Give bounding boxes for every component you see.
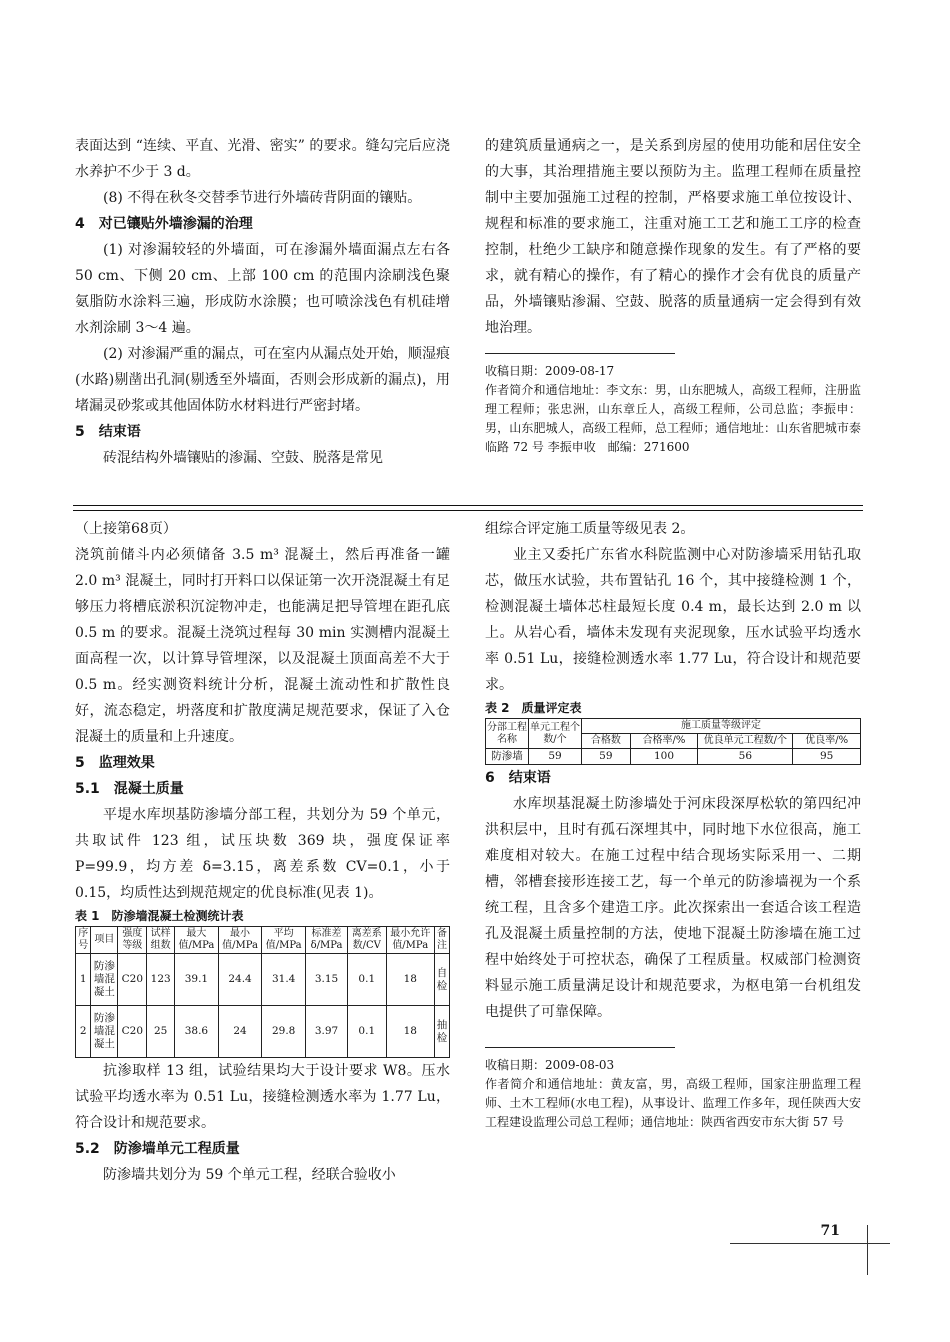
page-number: 71: [820, 1223, 840, 1239]
th-groups: 试样组数: [147, 927, 175, 954]
table-cell: 24: [218, 1006, 262, 1058]
top-right-column: [485, 133, 861, 457]
paragraph: (1) 对渗漏较轻的外墙面，可在渗漏外墙面漏点左右各 50 cm、下侧 20 cm、上部 100 cm 的范围内涂刷浅色聚氨脂防水涂料三遍，形成防水涂膜；也可喷涂浅色有机硅增水剂涂刷 3～4 遍。: [75, 242, 450, 336]
th-pass-count: 合格数: [582, 734, 631, 749]
section-heading: 5 结束语: [75, 424, 141, 440]
table-header-row: [76, 927, 450, 954]
continued-note: （上接第68页）: [75, 521, 177, 537]
paragraph: 业主又委托广东省水科院监测中心对防渗墙采用钻孔取芯，做压水试验，共布置钻孔 16 个，其中接缝检测 1 个，检测混凝土墙体芯柱最短长度 0.4 m，最长达到 2.0 m 以上。从岩心看，墙体未发现有夹泥现象，压水试验平均透水率 0.51 Lu，接缝检测透水率 1.77 Lu，符合设计和规范要求。: [485, 547, 861, 693]
table-cell: 59: [529, 749, 582, 765]
paragraph: 的建筑质量通病之一，是关系到房屋的使用功能和居住安全的大事，其治理措施主要以预防为主。监理工程师在质量控制中主要加强施工过程的控制，严格要求施工单位按设计、规程和标准的要求施工，注重对施工工艺和施工工序的检查控制，杜绝少工缺序和随意操作现象的发生。有了严格的要求，就有精心的操作，有了精心的操作才会有优良的质量产品，外墙镶贴渗漏、空鼓、脱落的质量通病一定会得到有效地治理。: [485, 138, 861, 336]
table-cell: 18: [386, 954, 435, 1006]
table-caption: 表 2 质量评定表: [485, 701, 582, 715]
section-heading: 4 对已镶贴外墙渗漏的治理: [75, 216, 253, 232]
table-cell: 59: [582, 749, 631, 765]
th-name: 分部工程名称: [486, 719, 529, 749]
author-info: 作者简介和通信地址：李文东：男，山东肥城人，高级工程师，注册监理工程师；张忠洲，山东章丘人，高级工程师，公司总监；李振申：男，山东肥城人，高级工程师，总工程师；通信地址：山东省肥城市泰临路 72 号 李振申收 邮编：271600: [485, 383, 861, 454]
table-header-row: [486, 719, 861, 734]
table-cell: 0.1: [348, 1006, 386, 1058]
table-cell: 0.1: [348, 954, 386, 1006]
bottom-left-column: [75, 516, 450, 1188]
th-min-allow: 最小允许值/MPa: [386, 927, 435, 954]
table-cell: 2: [76, 1006, 91, 1058]
table-cell: 56: [698, 749, 793, 765]
table-1: [75, 926, 450, 1058]
table-2: [485, 718, 861, 765]
th-cv: 离差系数/CV: [348, 927, 386, 954]
table-cell: 29.8: [262, 1006, 306, 1058]
crop-mark: [867, 1225, 868, 1275]
page-number-rule: [730, 1243, 890, 1244]
subsection-heading: 5.2 防渗墙单元工程质量: [75, 1141, 240, 1157]
paragraph: 表面达到 “连续、平直、光滑、密实” 的要求。缝勾完后应浇水养护不少于 3 d。: [75, 138, 450, 180]
table-row: [486, 749, 861, 765]
table-cell: 100: [630, 749, 698, 765]
top-left-column: [75, 133, 450, 471]
table-cell: 31.4: [262, 954, 306, 1006]
footnote-rule: [485, 353, 675, 354]
th-note: 备注: [435, 927, 450, 954]
table-cell: 3.15: [306, 954, 348, 1006]
table-cell: 3.97: [306, 1006, 348, 1058]
table-cell: 防渗墙混凝土: [91, 954, 118, 1006]
paragraph: 水库坝基混凝土防渗墙处于河床段深厚松软的第四纪冲洪积层中，且时有孤石深埋其中，同时地下水位很高，施工难度相对较大。在施工过程中结合现场实际采用一、二期槽，邻槽套接形连接工艺，每一个单元的防渗墙视为一个系统工程，且含多个建造工序。此次探索出一套适合该工程造孔及混凝土质量控制的方法，使地下混凝土防渗墙在施工过程中始终处于可控状态，确保了工程质量。权威部门检测资料显示施工质量满足设计和规范要求，为枢电第一台机组发电提供了可靠保障。: [485, 796, 861, 1020]
th-excellent-rate: 优良率/%: [793, 734, 861, 749]
table-cell: 防渗墙: [486, 749, 529, 765]
subsection-heading: 5.1 混凝土质量: [75, 781, 184, 797]
th-group: 施工质量等级评定: [582, 719, 861, 734]
author-info: 作者简介和通信地址：黄友富，男，高级工程师，国家注册监理工程师、土木工程师(水电工程)，从事设计、监理工作多年，现任陕西大安工程建设监理公司总工程师；通信地址：陕西省西安市东大街 57 号: [485, 1077, 861, 1129]
table-cell: 24.4: [218, 954, 262, 1006]
th-units: 单元工程个数/个: [529, 719, 582, 749]
table-cell: 38.6: [175, 1006, 219, 1058]
th-min: 最小值/MPa: [218, 927, 262, 954]
th-pass-rate: 合格率/%: [630, 734, 698, 749]
table-cell: 95: [793, 749, 861, 765]
table-cell: 抽检: [435, 1006, 450, 1058]
table-row: [76, 954, 450, 1006]
th-grade: 强度等级: [118, 927, 147, 954]
section-heading: 5 监理效果: [75, 755, 155, 771]
th-item: 项目: [91, 927, 118, 954]
paragraph: (2) 对渗漏严重的漏点，可在室内从漏点处开始，顺湿痕(水路)剔凿出孔洞(剔透至外墙面，否则会形成新的漏点)，用堵漏灵砂浆或其他固体防水材料进行严密封堵。: [75, 346, 450, 414]
paragraph: 防渗墙共划分为 59 个单元工程，经联合验收小: [103, 1167, 396, 1183]
footnote-rule: [485, 1047, 675, 1048]
article-separator: [73, 505, 863, 506]
th-max: 最大值/MPa: [175, 927, 219, 954]
table-cell: 123: [147, 954, 175, 1006]
th-seq: 序号: [76, 927, 91, 954]
table-cell: C20: [118, 954, 147, 1006]
table-cell: 25: [147, 1006, 175, 1058]
paragraph: 平堤水库坝基防渗墙分部工程，共划分为 59 个单元，共取试件 123 组，试压块数 369 块，强度保证率 P=99.9，均方差 δ=3.15，离差系数 CV=0.1，小于 0.15，均质性达到规范规定的优良标准(见表 1)。: [75, 807, 450, 901]
table-cell: C20: [118, 1006, 147, 1058]
paragraph: 组综合评定施工质量等级见表 2。: [485, 521, 695, 537]
th-excellent-count: 优良单元工程数/个: [698, 734, 793, 749]
table-cell: 防渗墙混凝土: [91, 1006, 118, 1058]
table-cell: 18: [386, 1006, 435, 1058]
th-std: 标准差δ/MPa: [306, 927, 348, 954]
received-date: 收稿日期：2009-08-03: [485, 1058, 615, 1072]
table-cell: 自检: [435, 954, 450, 1006]
paragraph: 砖混结构外墙镶贴的渗漏、空鼓、脱落是常见: [103, 450, 383, 466]
bottom-right-column: [485, 516, 861, 1132]
th-avg: 平均值/MPa: [262, 927, 306, 954]
paragraph: 抗渗取样 13 组，试验结果均大于设计要求 W8。压水试验平均透水率为 0.51 Lu，接缝检测透水率为 1.77 Lu，符合设计和规范要求。: [75, 1063, 450, 1131]
received-date: 收稿日期：2009-08-17: [485, 364, 615, 378]
section-heading: 6 结束语: [485, 770, 551, 786]
table-caption: 表 1 防渗墙混凝土检测统计表: [75, 909, 244, 923]
paragraph: (8) 不得在秋冬交替季节进行外墙砖背阴面的镶贴。: [103, 190, 422, 206]
table-row: [76, 1006, 450, 1058]
table-cell: 39.1: [175, 954, 219, 1006]
table-cell: 1: [76, 954, 91, 1006]
article-separator: [73, 510, 863, 511]
paragraph: 浇筑前储斗内必须储备 3.5 m³ 混凝土，然后再准备一罐 2.0 m³ 混凝土，同时打开料口以保证第一次开浇混凝土有足够压力将槽底淤积沉淀物冲走，也能满足把导管埋在距孔底 0.5 m 的要求。混凝土浇筑过程每 30 min 实测槽内混凝土面高程一次，以计算导管埋深，以及混凝土顶面高差不大于 0.5 m。经实测资料统计分析，混凝土流动性和扩散性良好，流态稳定，坍落度和扩散度满足规范要求，保证了入仓混凝土的质量和上升速度。: [75, 547, 450, 745]
